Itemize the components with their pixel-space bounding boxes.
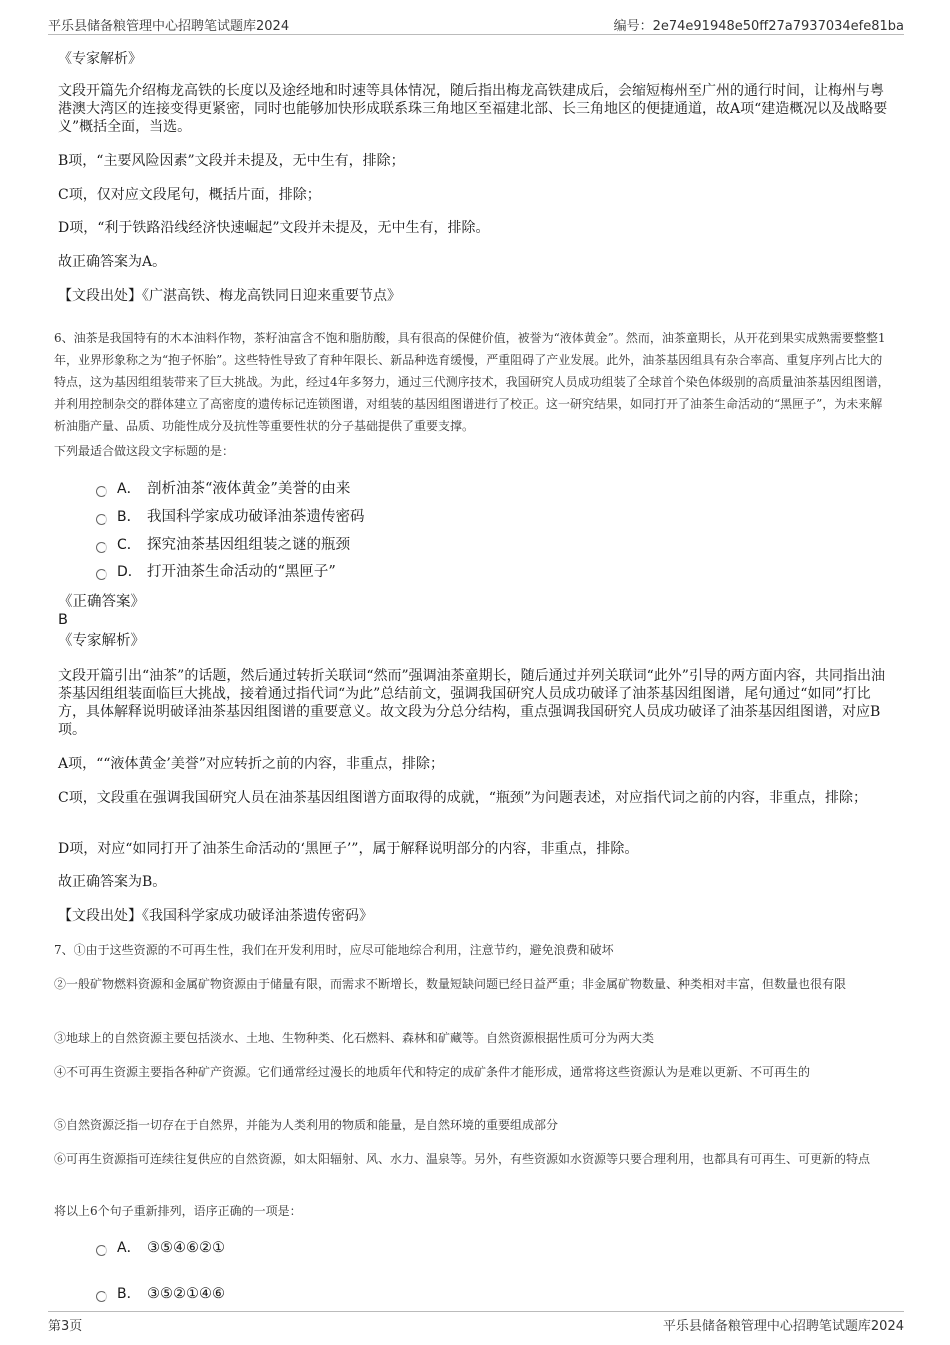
passage-source: 【文段出处】《广湛高铁、梅龙高铁同日迎来重要节点》	[58, 288, 401, 304]
answer-label: 《正确答案》	[58, 594, 145, 610]
q6-option-a[interactable]: A． 剖析油茶“液体黄金”美誉的由来	[96, 479, 350, 499]
answer-conclusion: 故正确答案为B。	[58, 874, 167, 890]
question-7-prompt: 将以上6个句子重新排列，语序正确的一项是：	[54, 1204, 302, 1218]
answer-value: B	[58, 612, 68, 628]
question-7-sentence-6: ⑥可再生资源指可连续往复供应的自然资源，如太阳辐射、风、水力、温泉等。另外，有些资源如水资源等只要合理利用，也都具有可再生、可更新的特点	[54, 1152, 871, 1166]
radio-icon[interactable]	[96, 1245, 107, 1256]
header-code: 编号：2e74e91948e50ff27a7937034efe81ba	[613, 19, 904, 34]
q6-option-b[interactable]: B． 我国科学家成功破译油茶遗传密码	[96, 507, 365, 527]
question-7-sentence-2: ②一般矿物燃料资源和金属矿物资源由于储量有限，而需求不断增长，数量短缺问题已经日益严重；非金属矿物数量、种类相对丰富，但数量也很有限	[54, 977, 847, 991]
footer-title: 平乐县储备粮管理中心招聘笔试题库2024	[662, 1319, 904, 1334]
q7-option-b[interactable]: B． ③⑤②①④⑥	[96, 1284, 225, 1304]
page-footer	[48, 1311, 904, 1336]
analysis-label: 《专家解析》	[58, 633, 145, 649]
radio-icon[interactable]	[96, 486, 107, 497]
question-7-sentence-4: ④不可再生资源主要指各种矿产资源。它们通常经过漫长的地质年代和特定的成矿条件才能形成，通常将这些资源认为是难以更新、不可再生的	[54, 1065, 811, 1079]
radio-icon[interactable]	[96, 542, 107, 553]
header-title: 平乐县储备粮管理中心招聘笔试题库2024	[48, 19, 290, 34]
radio-icon[interactable]	[96, 569, 107, 580]
question-7-sentence-1: 7、①由于这些资源的不可再生性，我们在开发利用时，应尽可能地综合利用，注意节约，避免浪费和破坏	[54, 943, 614, 957]
option-d-analysis: D项，对应“如同打开了油茶生命活动的‘黑匣子’”，属于解释说明部分的内容，非重点，排除。	[58, 841, 639, 857]
q7-option-a[interactable]: A． ③⑤④⑥②①	[96, 1238, 225, 1258]
page-header	[48, 12, 904, 35]
analysis-label: 《专家解析》	[58, 51, 142, 67]
question-7-sentence-5: ⑤自然资源泛指一切存在于自然界，并能为人类利用的物质和能量，是自然环境的重要组成部分	[54, 1118, 559, 1132]
q6-option-d[interactable]: D． 打开油茶生命活动的“黑匣子”	[96, 562, 336, 582]
passage-source: 【文段出处】《我国科学家成功破译油茶遗传密码》	[58, 908, 373, 924]
radio-icon[interactable]	[96, 1291, 107, 1302]
q6-option-c[interactable]: C． 探究油茶基因组组装之谜的瓶颈	[96, 535, 350, 555]
option-b-analysis: B项，“主要风险因素”文段并未提及，无中生有，排除；	[58, 153, 405, 169]
option-c-analysis: C项，文段重在强调我国研究人员在油茶基因组图谱方面取得的成就，“瓶颈”为问题表述，对应指代词之前的内容，非重点，排除；	[58, 790, 868, 806]
question-6-prompt: 下列最适合做这段文字标题的是：	[54, 444, 235, 458]
question-6-passage: 6、油茶是我国特有的木本油料作物，茶籽油富含不饱和脂肪酸，具有很高的保健价值，被誉为“液体黄金”。然而，油茶童期长，从开花到果实成熟需要整整1年，业界形象称之为“抱子怀胎”。这些特性导致了育种年限长、新品种选育缓慢，严重阻碍了产业发展。此外，油茶基因组具有杂合率高、重复序列占比大的特点，这为基因组组装带来了巨大挑战。为此，经过4年多努力，通过三代测序技术，我国研究人员成功组装了全球首个染色体级别的高质量油茶基因组图谱，并利用控制杂交的群体建立了高密度的遗传标记连锁图谱，对组装的基因组图谱进行了校正。这一研究结果，如同打开了油茶生命活动的“黑匣子”，为未来解析油脂产量、品质、功能性成分及抗性等重要性状的分子基础提供了重要支撑。	[54, 331, 890, 433]
option-d-analysis: D项，“利于铁路沿线经济快速崛起”文段并未提及，无中生有，排除。	[58, 220, 490, 236]
question-7-sentence-3: ③地球上的自然资源主要包括淡水、土地、生物种类、化石燃料、森林和矿藏等。自然资源根据性质可分为两大类	[54, 1031, 655, 1045]
analysis-text: 文段开篇先介绍梅龙高铁的长度以及途经地和时速等具体情况，随后指出梅龙高铁建成后，会缩短梅州至广州的通行时间，让梅州与粤港澳大湾区的连接变得更紧密，同时也能够加快形成联系珠三角地区至福建北部、长三角地区的便捷通道，故A项“建造概况以及战略要义”概括全面，当选。	[58, 83, 888, 135]
page-number: 第3页	[48, 1319, 83, 1334]
analysis-text: 文段开篇引出“油茶”的话题，然后通过转折关联词“然而”强调油茶童期长，随后通过并列关联词“此外”引导的两方面内容，共同指出油茶基因组组装面临巨大挑战，接着通过指代词“为此”总结前文，强调我国研究人员成功破译了油茶基因组图谱，尾句通过“如同”打比方，具体解释说明破译油茶基因组图谱的重要意义。故文段为分总分结构，重点强调我国研究人员成功破译了油茶基因组图谱，对应B项。	[58, 668, 885, 738]
radio-icon[interactable]	[96, 514, 107, 525]
option-a-analysis: A项，““液体黄金’美誉”对应转折之前的内容，非重点，排除；	[58, 756, 445, 772]
option-c-analysis: C项，仅对应文段尾句，概括片面，排除；	[58, 187, 321, 203]
answer-conclusion: 故正确答案为A。	[58, 254, 167, 270]
